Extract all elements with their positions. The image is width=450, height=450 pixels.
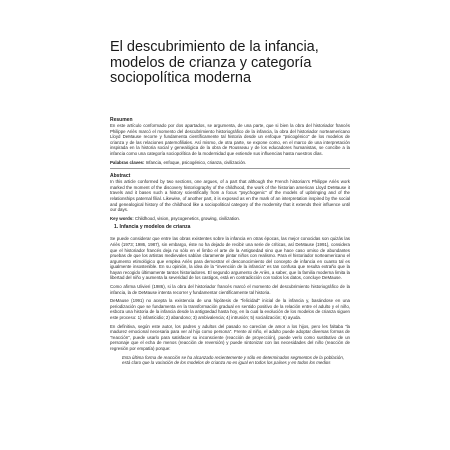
palabras-label: Palabras claves:: [110, 159, 145, 165]
section-title: 1. Infancia y modelos de crianza: [114, 224, 191, 231]
palabras-text: Infancia, enfoque, psicogénico, crianza, civilización.: [144, 159, 247, 165]
abstract-heading: Abstract: [110, 173, 131, 180]
article-title: [110, 40, 350, 87]
title-line-2: modelos de crianza y categoría: [110, 54, 312, 71]
divider: [110, 168, 350, 169]
resumen-text: En este artículo conformado por dos apartados, se argumenta, de una parte, que si bien la obra del historiador francés Philippe Ariès marcó el momento del descubrimiento historiográfico de la infancia, la obra del historiador norteamericano Lloyd DeMause recorre y fundamenta científicamente tal historia desde un enfoque "psicogénico" de los modelos de crianza y de las relaciones paternofiliales. Así mismo, de otra parte, se expone como, en el marco de una interpretación inspirada en la historia social y genealógica de la obra de Rousseau y de los educadores humanistas, se concibe a la infancia como una categoría sociopolítica de la modernidad que extiende sus influencias hasta nuestros días.: [110, 123, 350, 156]
key-words: [110, 216, 350, 222]
paragraph-2: Como afirma Ulivieri (1986), si la obra del historiador francés marcó el momento del descubrimiento historiográfico de la infancia, la de DeMause intenta recorrer y fundamentar científicamente tal historia.: [110, 284, 350, 295]
palabras-claves: [110, 160, 350, 166]
keywords-text: Childhood, vision, psycogenetics, growing, civilization.: [133, 215, 241, 221]
resumen-heading: Resumen: [110, 117, 133, 123]
keywords-label: Key words:: [110, 215, 134, 221]
title-line-3: sociopolítica moderna: [110, 70, 252, 86]
abstract-text: In this article conformed by two sections, one argues, of a part that although the French historian's Philippe Ariès work marked the moment of the discovery historiography of the childhood, the work of the historian american Lloyd DeMause it travels and it bases such a history scientifically from a focus "psychogenic" of the models of upbringing and of the relationships paternal filial. Likewise, of another part, it is exposed as en the mark of an interpretation inspired by the social and genealogical history of the childhood like a sociopolitical category of the modernity that it extends their influence until our days.: [110, 179, 350, 213]
paragraph-4: En definitiva, según este autor, los padres y adultos del pasado no carecían de amor a los hijos, pero les faltaba "la madurez emocional necesaria para ver al hijo como persona". Frente al niño, el adulto puede adoptar diversas formas de "reacción", puede usarlo para satisfacer su inconsciente (reacción de proyección), puede verlo como sustitutivo de un personaje que el echa de menos (reacción de reversión) y puede sintonizar con las necesidades del niño (reacción de regresión por empatía) porque:: [110, 323, 350, 351]
paragraph-3: DeMause (1991) no acepta la existencia de una hipótesis de "felicidad" inicial de la infancia y, basándose en una periodización que se fundamenta en la transformación gradual en sentido positivo de la relación entre el adulto y el niño, esboza una historia de la infancia desde la antigüedad hasta hoy, en la cual la evolución de los modelos de crianza siguen este proceso: 1) infanticidio; 2) abandono; 3) ambivalencia; 4) intrusión; 5) socialización; 6) ayuda.: [110, 298, 350, 321]
block-quote: Esta última forma de reacción se ha alcanzado recientemente y sólo en determinados segmentos de la población, está claro que la variación de los modelos de crianza no es igual en todos los países y en todos los medios: [122, 354, 344, 366]
paragraph-1: Se puede considerar que entre las obras existentes sobre la infancia en otras épocas, las mejor conocidas son quizás las Ariès (1973; 1986, 1987), sin embargo, éste no ha dejado de recibir una serie de críticas, así DeMause (1991), considera que el historiador francés deja no sólo en el limbo el arte de la Antigüedad sino que hace caso omiso de abundantes pruebas de que los artistas medievales sabían claramente pintar niños con realismo. Para el historiador norteamericano el argumento etimológico que emplea Ariès para demostrar el desconocimiento del concepto de infancia en cuanto tal es igualmente insostenible. En su opinión, la idea de la "invención de la infancia" es tan confusa que resulta extraño que la hayan recogido últimamente tantos historiadores. El segundo argumento de Ariès, a saber, que la familia moderna limita la libertad del niño y aumenta la severidad de los castigos, está en contradicción con todos los datos, concluye DeMause.: [110, 236, 350, 281]
article-body: [110, 117, 350, 366]
title-line-1: El descubrimiento de la infancia,: [110, 39, 319, 55]
